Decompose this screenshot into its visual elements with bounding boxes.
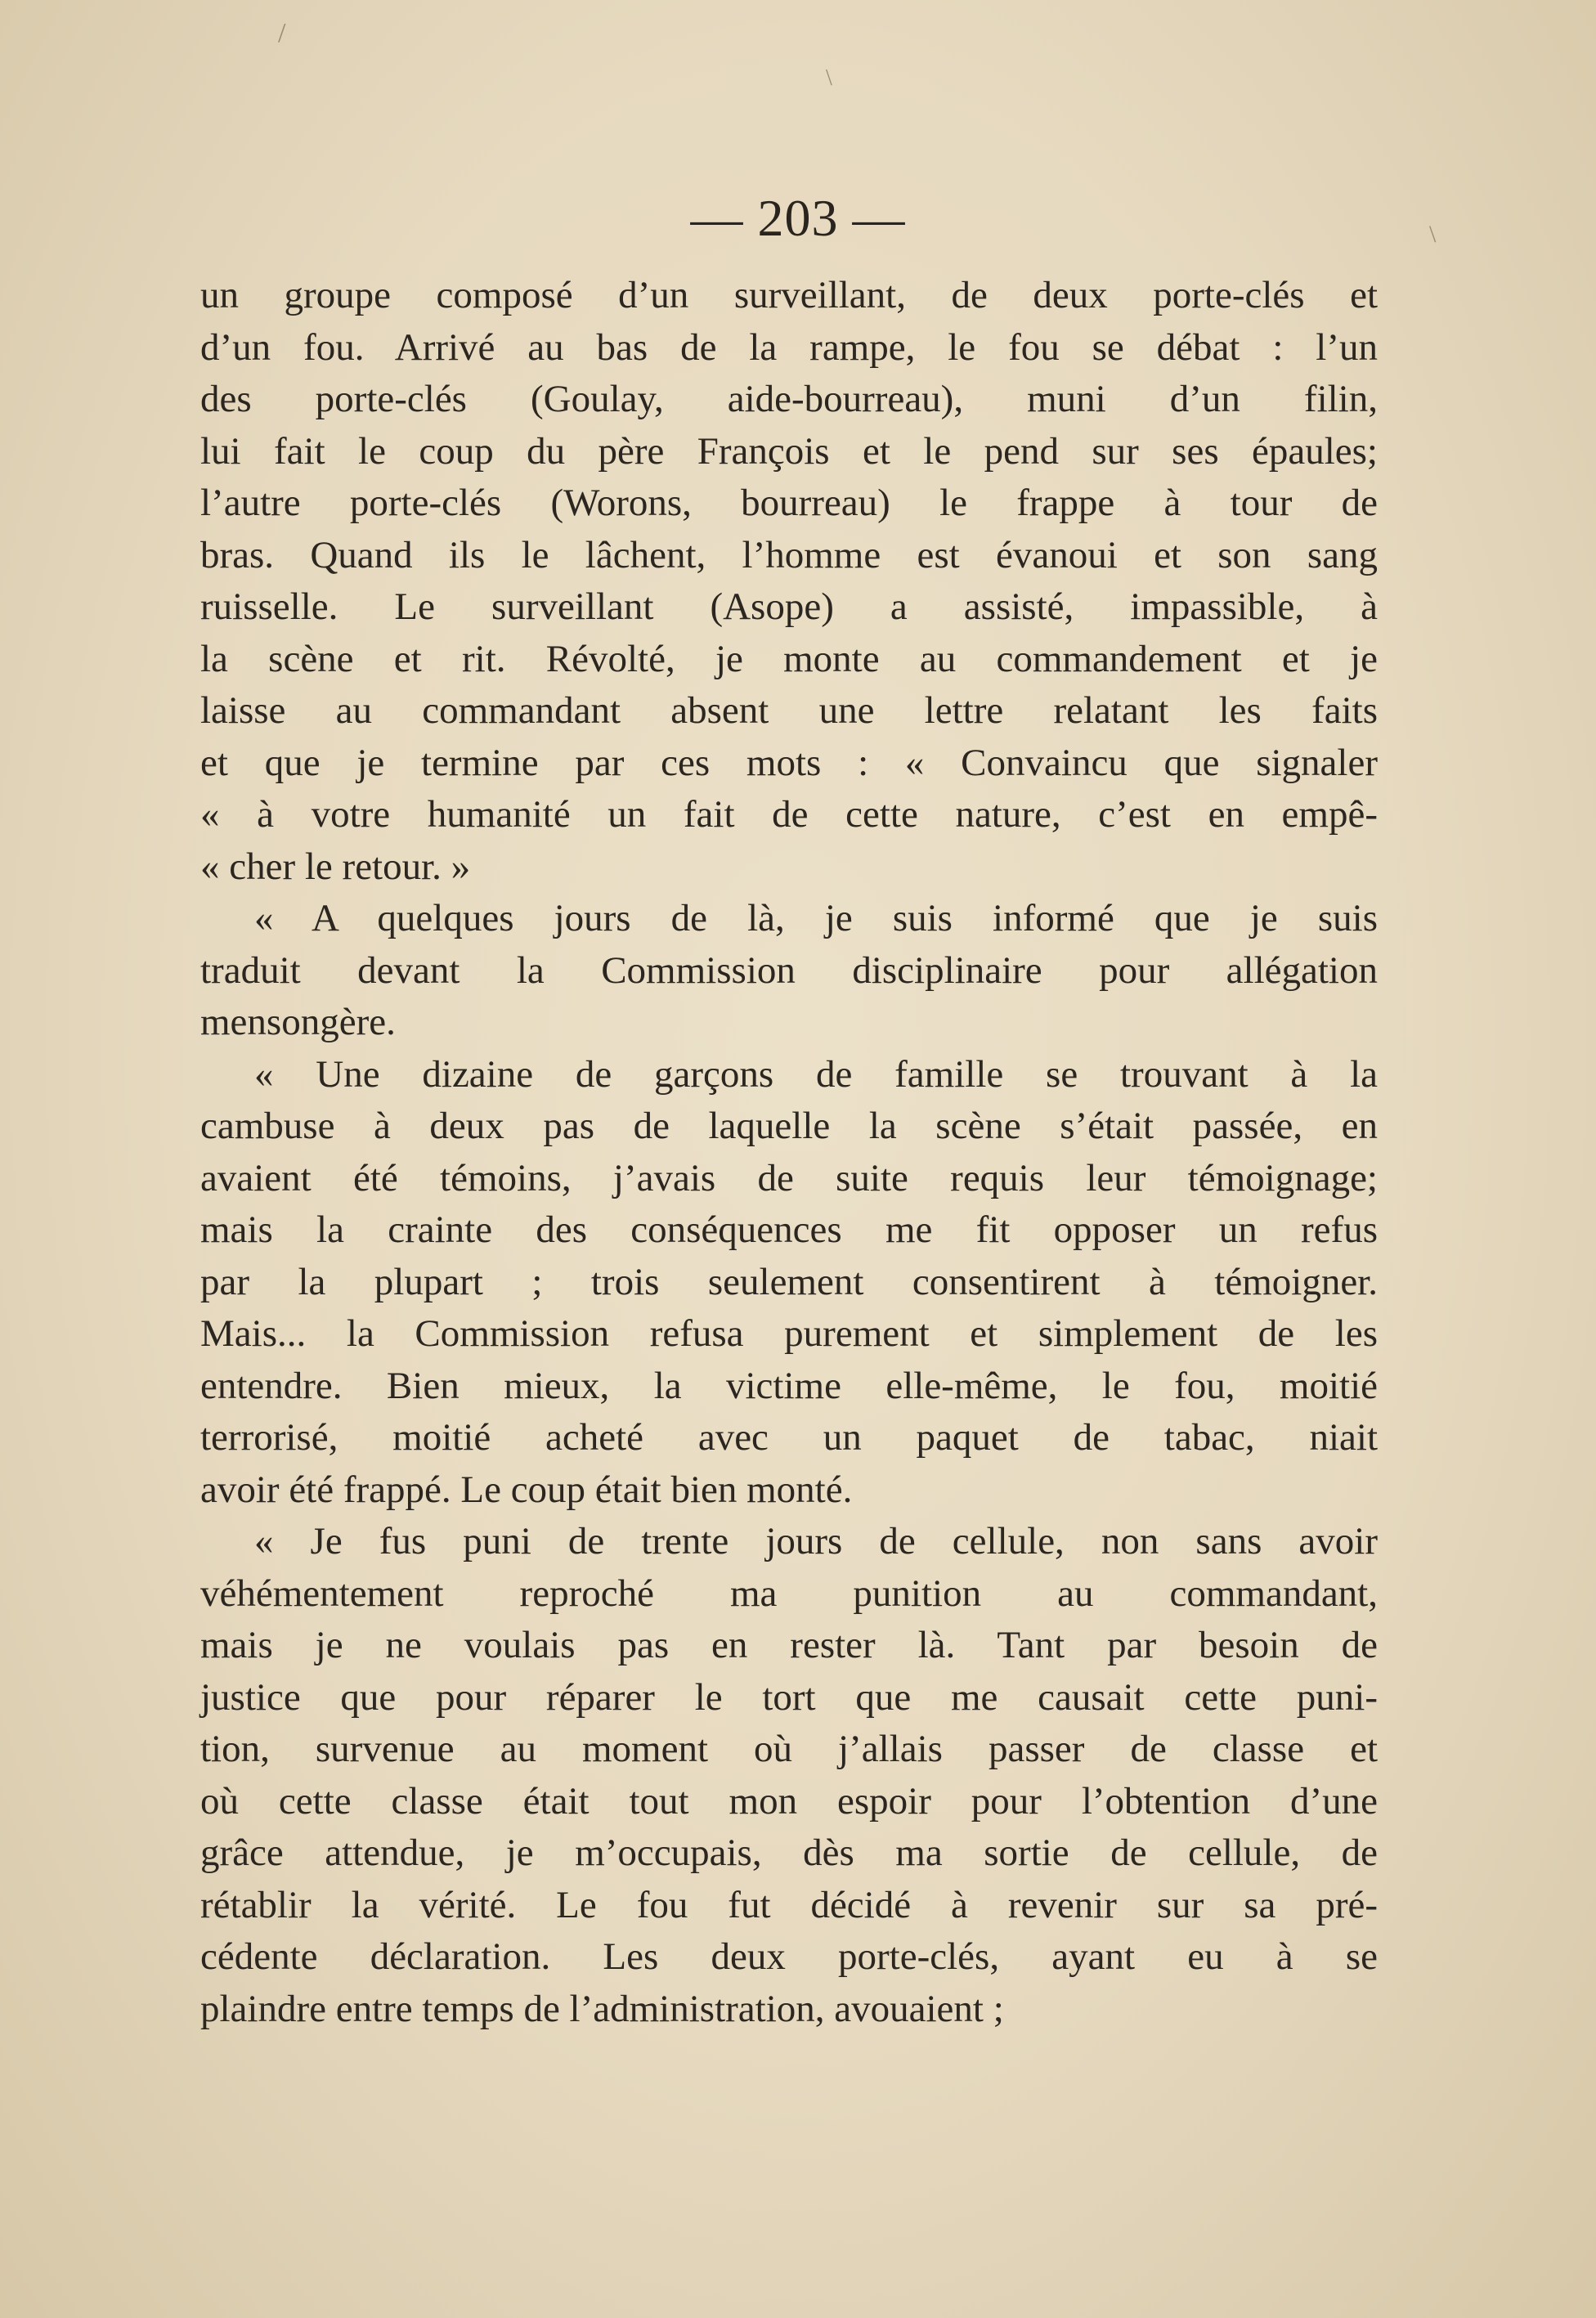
- text-line: « A quelques jours de là, je suis informé que je suis: [254, 897, 1378, 939]
- text-line: plaindre entre temps de l’administration, avouaient ;: [200, 1987, 1004, 2030]
- text-line: un groupe composé d’un surveillant, de deux porte-clés et: [200, 274, 1378, 316]
- margin-mark: \: [1429, 221, 1437, 248]
- paragraph: [200, 1049, 1378, 1517]
- text-line: mais la crainte des conséquences me fit opposer un refus: [200, 1208, 1378, 1251]
- margin-mark: \: [826, 65, 832, 91]
- text-line: laisse au commandant absent une lettre relatant les faits: [200, 689, 1378, 732]
- text-line: avaient été témoins, j’avais de suite requis leur témoignage;: [200, 1156, 1378, 1199]
- text-line: l’autre porte-clés (Worons, bourreau) le frappe à tour de: [200, 482, 1378, 524]
- text-line: d’un fou. Arrivé au bas de la rampe, le fou se débat : l’un: [200, 325, 1378, 369]
- margin-mark: /: [278, 18, 286, 48]
- text-line: cédente déclaration. Les deux porte-clés, ayant eu à se: [200, 1935, 1378, 1978]
- text-line: véhémentement reproché ma punition au commandant,: [200, 1571, 1378, 1615]
- text-line: lui fait le coup du père François et le pend sur ses épaules;: [200, 429, 1378, 473]
- text-line: bras. Quand ils le lâchent, l’homme est évanoui et son sang: [200, 533, 1378, 576]
- text-line: justice que pour réparer le tort que me causait cette puni-: [200, 1675, 1378, 1719]
- paragraph: [200, 893, 1378, 1049]
- text-line: avoir été frappé. Le coup était bien monté.: [200, 1468, 853, 1511]
- text-line: ruisselle. Le surveillant (Asope) a assisté, impassible, à: [200, 585, 1378, 628]
- text-line: « Je fus puni de trente jours de cellule, non sans avoir: [254, 1520, 1378, 1563]
- text-line: Mais... la Commission refusa purement et simplement de les: [200, 1312, 1378, 1355]
- text-line: grâce attendue, je m’occupais, dès ma sortie de cellule, de: [200, 1832, 1378, 1874]
- text-line: rétablir la vérité. Le fou fut décidé à revenir sur sa pré-: [200, 1883, 1378, 1926]
- text-line: terrorisé, moitié acheté avec un paquet de tabac, niait: [200, 1416, 1378, 1459]
- text-line: tion, survenue au moment où j’allais passer de classe et: [200, 1728, 1378, 1770]
- text-line: la scène et rit. Révolté, je monte au commandement et je: [200, 637, 1378, 680]
- text-line: mensongère.: [200, 1001, 396, 1043]
- text-line: cambuse à deux pas de laquelle la scène s’était passée, en: [200, 1105, 1378, 1147]
- text-line: des porte-clés (Goulay, aide-bourreau), muni d’un filin,: [200, 378, 1378, 420]
- paragraph: [200, 1516, 1378, 2035]
- text-line: « à votre humanité un fait de cette nature, c’est en empê-: [200, 793, 1378, 836]
- text-line: « cher le retour. »: [200, 845, 471, 888]
- page-number: — 203 —: [690, 189, 906, 247]
- text-line: par la plupart ; trois seulement consentirent à témoigner.: [200, 1260, 1378, 1303]
- text-line: mais je ne voulais pas en rester là. Tant par besoin de: [200, 1624, 1378, 1666]
- text-line: traduit devant la Commission disciplinaire pour allégation: [200, 948, 1378, 992]
- text-line: et que je termine par ces mots : « Convaincu que signaler: [200, 741, 1378, 784]
- text-line: « Une dizaine de garçons de famille se trouvant à la: [254, 1052, 1378, 1096]
- body-text: [200, 270, 1378, 2035]
- text-line: entendre. Bien mieux, la victime elle-même, le fou, moitié: [200, 1364, 1378, 1407]
- paragraph: [200, 270, 1378, 893]
- text-line: où cette classe était tout mon espoir pour l’obtention d’une: [200, 1779, 1378, 1823]
